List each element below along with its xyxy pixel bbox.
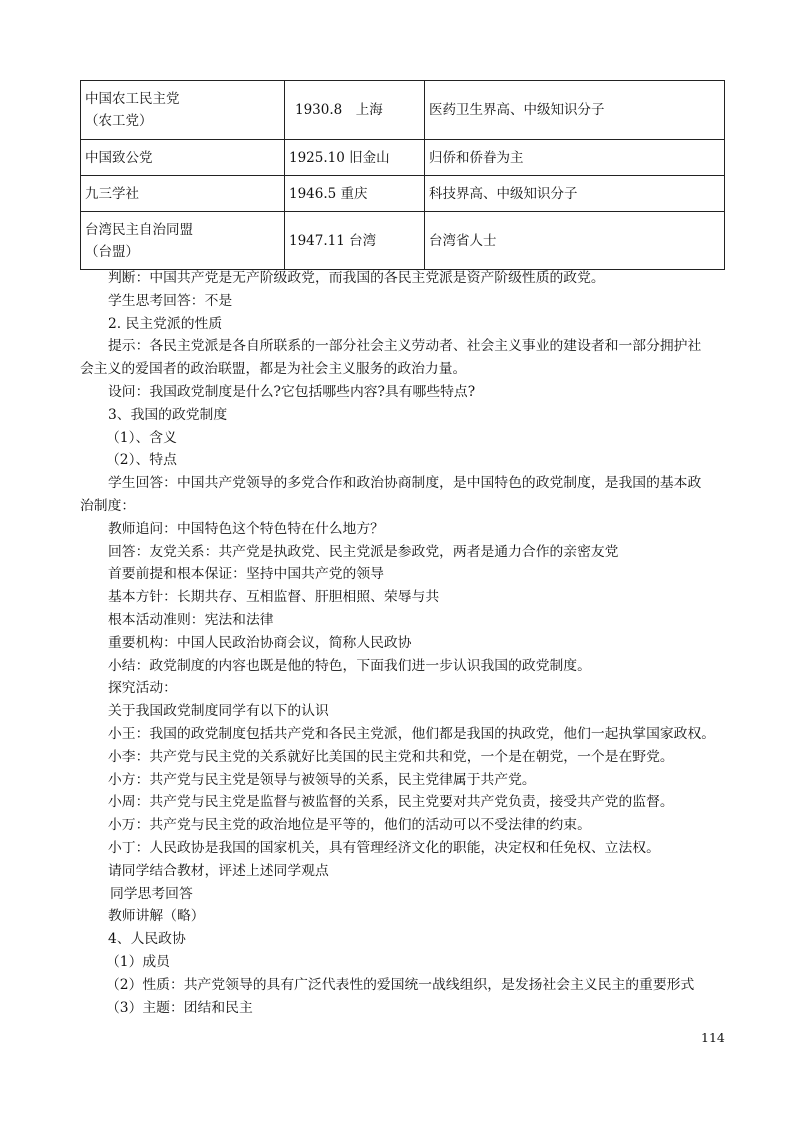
- subsection-heading: （3）主题：团结和民主: [106, 999, 253, 1016]
- founded-cell: 1930.8 上海: [285, 81, 425, 140]
- party-name-cell: [81, 140, 285, 176]
- party-name-cell: [81, 176, 285, 212]
- hint-line: 提示：各民主党派是各自所联系的一部分社会主义劳动者、社会主义事业的建设者和一部分拥护社: [108, 338, 702, 355]
- subsection-heading: （2）、特点: [106, 452, 177, 469]
- text-line: 关于我国政党制度同学有以下的认识: [108, 703, 329, 720]
- party-name: 中国农工民主党: [85, 91, 180, 107]
- text-line: 基本方针：长期共存、互相监督、肝胆相照、荣辱与共: [108, 589, 440, 606]
- student-view-line: 小周：共产党与民主党是监督与被监督的关系，民主党要对共产党负责，接受共产党的监督。: [108, 794, 674, 811]
- founded-cell: 1946.5 重庆: [285, 176, 425, 212]
- subsection-heading: （2）性质：共产党领导的具有广泛代表性的爱国统一战线组织，是发扬社会主义民主的重要形式: [106, 976, 695, 993]
- founded-cell: 1947.11 台湾: [285, 212, 425, 270]
- democratic-parties-table: [80, 80, 725, 270]
- answer-line: 回答：友党关系：共产党是执政党、民主党派是参政党，两者是通力合作的亲密友党: [108, 543, 619, 560]
- student-view-line: 小王：我国的政党制度包括共产党和各民主党派，他们都是我国的执政党，他们一起执掌国家政权。: [108, 725, 716, 742]
- party-name-cell: [81, 212, 285, 270]
- table-row: [81, 140, 725, 176]
- student-view-line: 小万：共产党与民主党的政治地位是平等的，他们的活动可以不受法律的约束。: [108, 817, 591, 834]
- table-row: [81, 212, 725, 270]
- text-line: 重要机构：中国人民政治协商会议，简称人民政协: [108, 634, 412, 651]
- hint-line-continued: 会主义的爱国者的政治联盟，都是为社会主义服务的政治力量。: [80, 361, 467, 378]
- party-name: 九三学社: [85, 185, 139, 202]
- text-line: 教师讲解（略）: [108, 908, 205, 925]
- teacher-question-line: 教师追问：中国特色这个特色特在什么地方？: [108, 520, 384, 537]
- party-alias: （台盟）: [85, 243, 139, 260]
- members-cell: 医药卫生界高、中级知识分子: [425, 81, 725, 140]
- text-line: 同学思考回答: [110, 885, 193, 902]
- student-view-line: 小方：共产党与民主党是领导与被领导的关系，民主党律属于共产党。: [108, 771, 536, 788]
- activity-heading: 探究活动：: [108, 680, 177, 697]
- lesson-body: [80, 267, 730, 1019]
- party-name: 中国致公党: [85, 149, 153, 166]
- student-answer-line: 学生回答：中国共产党领导的多党合作和政治协商制度，是中国特色的政党制度，是我国的基本政: [108, 475, 702, 492]
- question-line: 设问：我国政党制度是什么?它包括哪些内容?具有哪些特点?: [108, 383, 476, 400]
- text-line: 根本活动准则：宪法和法律: [108, 611, 274, 628]
- members-cell: 归侨和侨眷为主: [425, 140, 725, 176]
- members-cell: 台湾省人士: [425, 212, 725, 270]
- summary-line: 小结：政党制度的内容也既是他的特色，下面我们进一步认识我国的政党制度。: [108, 657, 591, 674]
- party-name-cell: [81, 81, 285, 140]
- subsection-heading: （1）、含义: [106, 429, 177, 446]
- founded-cell: 1925.10 旧金山: [285, 140, 425, 176]
- section-heading: 2. 民主党派的性质: [108, 315, 223, 332]
- members-cell: 科技界高、中级知识分子: [425, 176, 725, 212]
- instruction-line: 请同学结合教材，评述上述同学观点: [108, 862, 329, 879]
- page-number: 114: [701, 1030, 725, 1045]
- student-answer-line: 学生思考回答：不是: [108, 292, 233, 309]
- table-row: [81, 176, 725, 212]
- student-view-line: 小丁：人民政协是我国的国家机关，具有管理经济文化的职能，决定权和任免权、立法权。: [108, 839, 660, 856]
- table-row: [81, 81, 725, 140]
- judgement-line: 判断：中国共产党是无产阶级政党，而我国的各民主党派是资产阶级性质的政党。: [108, 270, 605, 286]
- party-name: 台湾民主自治同盟: [85, 221, 193, 238]
- section-heading: 3、我国的政党制度: [108, 406, 228, 423]
- student-answer-line-continued: 治制度：: [80, 497, 136, 514]
- subsection-heading: （1）成员: [106, 953, 170, 970]
- student-view-line: 小李：共产党与民主党的关系就好比美国的民主党和共和党，一个是在朝党，一个是在野党。: [108, 748, 674, 765]
- party-alias: （农工党）: [85, 113, 153, 129]
- text-line: 首要前提和根本保证：坚持中国共产党的领导: [108, 566, 384, 583]
- section-heading: 4、人民政协: [108, 931, 186, 948]
